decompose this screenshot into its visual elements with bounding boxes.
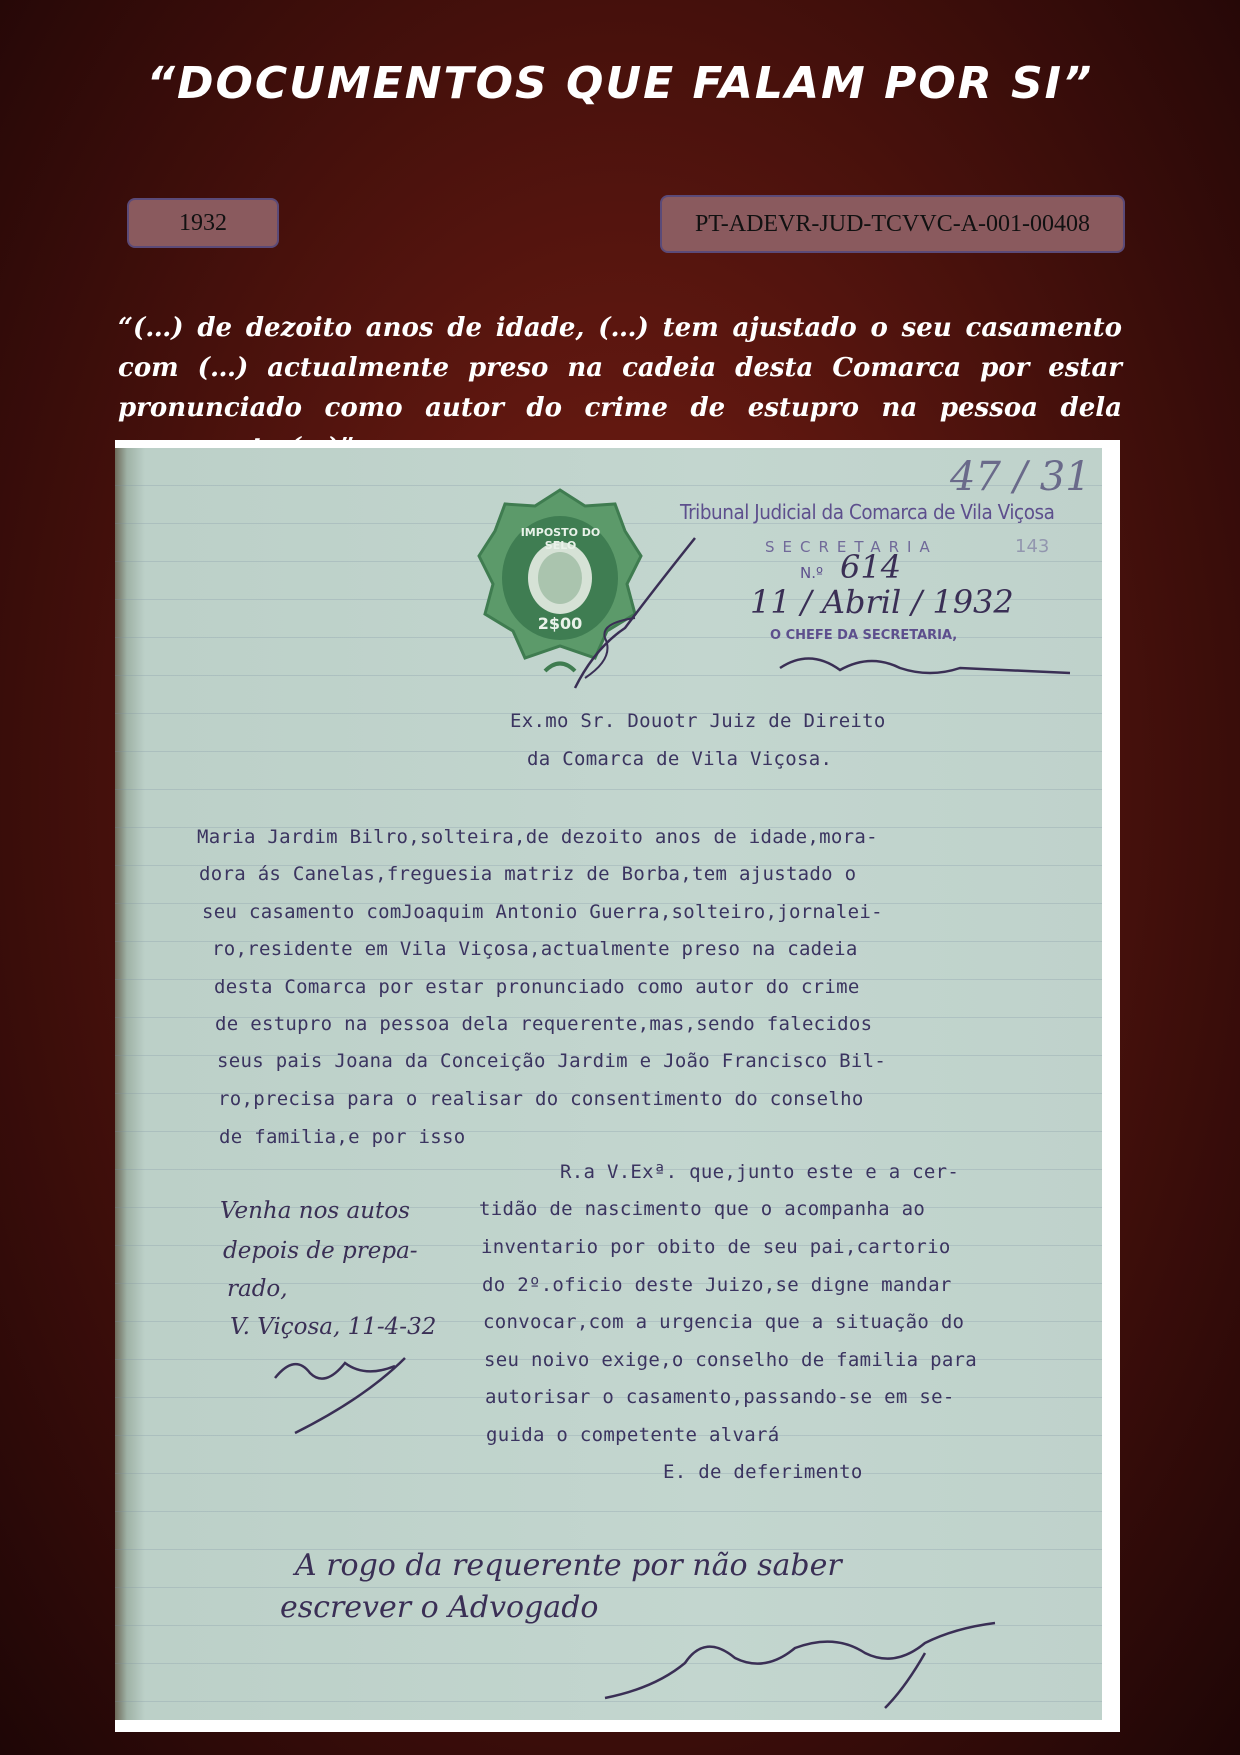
court-folio: 47 / 31 <box>950 454 1091 500</box>
margin-note-line: depois de prepa- <box>223 1238 418 1264</box>
body-line: ro,precisa para o realisar do consentimento do conselho <box>218 1088 864 1110</box>
closing-line: E. de deferimento <box>663 1461 863 1483</box>
body-line: seu casamento comJoaquim Antonio Guerra,solteiro,jornalei- <box>202 901 883 923</box>
lawyer-signature <box>595 1613 1035 1713</box>
request-line: inventario por obito de seu pai,cartorio <box>481 1236 951 1258</box>
request-line: do 2º.oficio deste Juizo,se digne mandar <box>482 1274 952 1296</box>
court-number: 614 <box>840 548 902 586</box>
address-line: da Comarca de Vila Viçosa. <box>527 748 833 770</box>
request-line: tidão de nascimento que o acompanha ao <box>479 1198 926 1220</box>
court-stamp <box>680 448 1100 678</box>
body-line: Maria Jardim Bilro,solteira,de dezoito anos de idade,mora- <box>197 826 878 848</box>
tax-stamp-value: 2$00 <box>537 614 583 633</box>
year-badge: 1932 <box>127 198 279 248</box>
request-line: convocar,com a urgencia que a situação do <box>483 1311 965 1333</box>
signature-note-line: escrever o Advogado <box>280 1590 599 1625</box>
body-line: de familia,e por isso <box>219 1126 466 1148</box>
margin-note-line: V. Viçosa, 11-4-32 <box>230 1314 437 1340</box>
request-line: R.a V.Exª. que,junto este e a cer- <box>560 1161 960 1183</box>
court-number-label: N.º <box>800 564 824 582</box>
request-line: guida o competente alvará <box>486 1424 780 1446</box>
signature-note-line: A rogo da requerente por não saber <box>295 1548 842 1583</box>
document-image-frame <box>115 440 1120 1732</box>
address-line: Ex.mo Sr. Douotr Juiz de Direito <box>510 710 886 732</box>
court-name: Tribunal Judicial da Comarca de Vila Viçosa <box>680 500 1055 524</box>
page-title: “DOCUMENTOS QUE FALAM POR SI” <box>146 58 1094 109</box>
court-date: 11 / Abril / 1932 <box>750 583 1014 621</box>
reference-code-badge: PT-ADEVR-JUD-TCVVC-A-001-00408 <box>660 195 1125 253</box>
judge-signature <box>265 1348 435 1438</box>
request-line: autorisar o casamento,passando-se em se- <box>485 1386 955 1408</box>
margin-note-line: rado, <box>227 1276 288 1302</box>
chief-signature <box>770 648 1090 688</box>
tax-stamp-text: IMPOSTO DO SELO <box>520 526 601 552</box>
request-line: seu noivo exige,o conselho de familia para <box>484 1349 978 1371</box>
margin-note-line: Venha nos autos <box>220 1198 410 1224</box>
body-line: ro,residente em Vila Viçosa,actualmente preso na cadeia <box>212 938 858 960</box>
document-quote: “(…) de dezoito anos de idade, (…) tem ajustado o seu casamento com (…) actualmente preso na cadeia desta Comarca por estar pronunciado como autor do crime de estupro na pessoa dela <box>118 313 1122 423</box>
court-chief: O CHEFE DA SECRETARIA, <box>770 628 958 643</box>
body-line: de estupro na pessoa dela requerente,mas,sendo falecidos <box>215 1013 873 1035</box>
body-line: seus pais Joana da Conceição Jardim e João Francisco Bil- <box>217 1050 887 1072</box>
court-page-mark: 143 <box>1015 536 1050 557</box>
document-scan <box>115 448 1102 1720</box>
body-line: desta Comarca por estar pronunciado como autor do crime <box>214 976 860 998</box>
court-office: SECRETARIA <box>765 538 938 556</box>
body-line: dora ás Canelas,freguesia matriz de Borba,tem ajustado o <box>199 863 857 885</box>
